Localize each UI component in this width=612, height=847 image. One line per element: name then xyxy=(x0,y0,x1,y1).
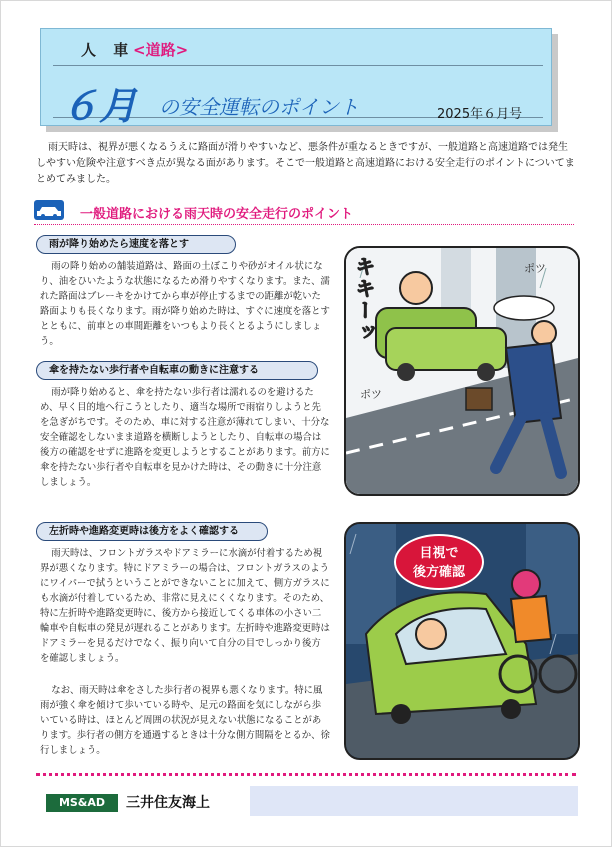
sfx-drop-1: ポツ xyxy=(524,262,546,275)
sfx-drop-2: ポツ xyxy=(360,388,382,401)
subsection-body-check-behind: 雨天時は、フロントガラスやドアミラーに水滴が付着するため視界が悪くなります。特にドアミラーの場合は、フロントガラスのようにワイパーで拭うということができないことに加えて、側方ガラスにも水滴が付着しているため、非常に見えにくくなります。そのため、特に左折時や進路変更時に、後方から接近してくる車体の小さい二輪車や自転車の発見が遅れることがあります。左折時や進路変更時はドアミラーを見るだけでなく、振り向いて自分の目でしっかり後方を確認しましょう。 xyxy=(40,548,330,664)
bubble-line-1: 目視で xyxy=(419,546,459,561)
subsection-body-slow-down: 雨の降り始めの舗装道路は、路面の土ぼこりや砂がオイル状になり、油をひいたような状態になるため滑りやすくなります。また、濡れた路面はブレーキをかけてから車が停止するまでの距離が乾いた路面よりも長くなります。雨が降り始めた時は、すぐに速度を落とすとともに、前車との車間距離をいつもより長くとるようにしましょう。 xyxy=(40,261,330,347)
header-title: の安全運転のポイント xyxy=(159,95,359,119)
header-category: <道路> xyxy=(133,41,189,59)
subsection-heading-slow-down: 雨が降り始めたら速度を落とす xyxy=(36,235,236,254)
header-prefix: 人 車 xyxy=(81,41,135,59)
header-divider xyxy=(53,65,543,66)
subsection-body-pedestrians: 雨が降り始めると、傘を持たない歩行者は濡れるのを避けるため、早く目的地へ行こうとしたり、適当な場所で雨宿りしようと先を急ぎがちです。そのため、車に対する注意が薄れてしまい、十分な安全確認をしないまま道路を横断しようとしたり、自転車の場合は後方の確認をせずに進路を変更しようとすることがあります。前方に傘を持たない歩行者や自転車を見かけた時は、その動きに十分注意しましょう。 xyxy=(40,387,330,488)
header-month: ６月 xyxy=(61,83,138,128)
company-logo: MS&AD xyxy=(46,794,118,812)
header-issue: 2025年６月号 xyxy=(437,107,523,122)
bubble-line-2: 後方確認 xyxy=(412,565,465,580)
header-banner xyxy=(40,28,552,126)
company-name: 三井住友海上 xyxy=(126,795,210,811)
footer-dotted-divider xyxy=(36,773,576,776)
subsection-heading-check-behind: 左折時や進路変更時は後方をよく確認する xyxy=(36,522,268,541)
section-divider xyxy=(34,224,574,225)
illustration-check-behind xyxy=(344,522,580,760)
speech-bubble xyxy=(394,534,484,590)
car-icon xyxy=(34,200,64,220)
intro-paragraph: 雨天時は、視界が悪くなるうえに路面が滑りやすいなど、悪条件が重なるときですが、一般道路と高速道路では発生しやすい危険や注意すべき点が異なる面があります。そこで一般道路と高速道路における安全走行のポイントについてまとめてみました。 xyxy=(36,142,575,185)
section-title: 一般道路における雨天時の安全走行のポイント xyxy=(80,207,354,222)
subsection-body-check-behind-2: なお、雨天時は傘をさした歩行者の視界も悪くなります。特に風雨が強く傘を傾けて歩いている時や、足元の路面を気にしながら歩いている時は、ほとんど周囲の状況が見えない状態になることがあります。歩行者の側方を通過するときは十分な側方間隔をとるか、徐行しましょう。 xyxy=(40,685,330,756)
footer-bar xyxy=(250,786,578,816)
sfx-skid: キキーッ xyxy=(352,256,376,344)
illustration-rain-pedestrian xyxy=(344,246,580,496)
subsection-heading-pedestrians: 傘を持たない歩行者や自転車の動きに注意する xyxy=(36,361,318,380)
